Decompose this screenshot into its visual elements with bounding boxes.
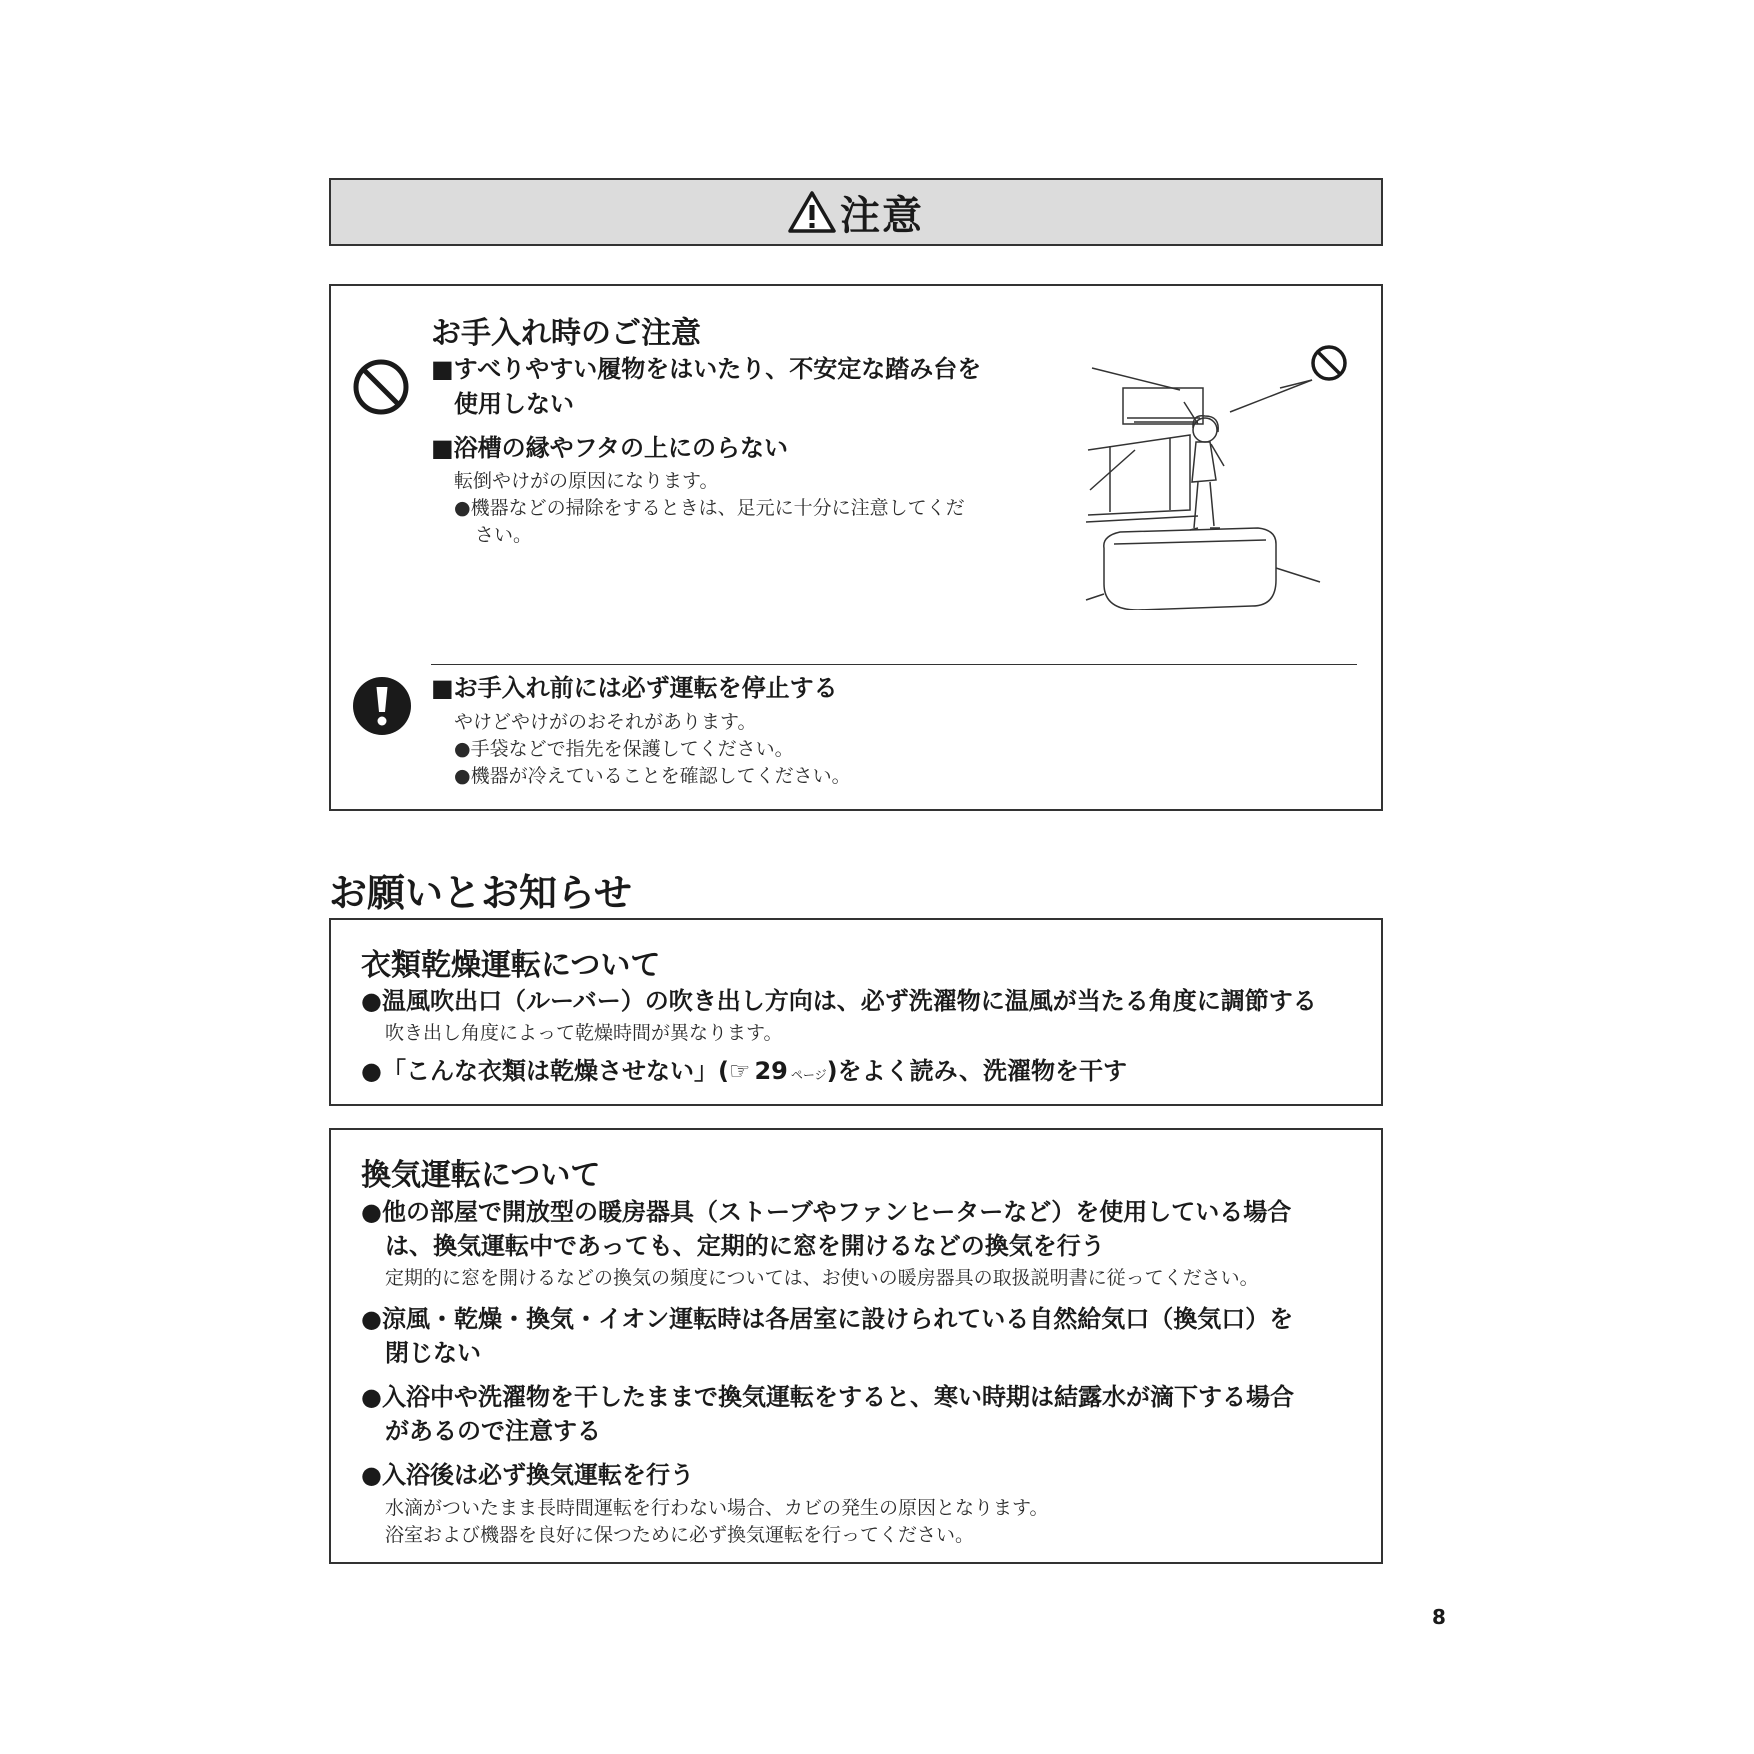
drying-title: 衣類乾燥運転について <box>361 948 661 983</box>
ventilation-item-3-line-2: があるので注意する <box>385 1417 601 1445</box>
ventilation-title: 換気運転について <box>361 1158 601 1193</box>
ventilation-item-1-line-1: ●他の部屋で開放型の暖房器具（ストーブやファンヒーターなど）を使用している場合 <box>361 1198 1292 1226</box>
ventilation-note-4-line-1: 水滴がついたまま長時間運転を行わない場合、カビの発生の原因となります。 <box>385 1497 1049 1519</box>
mandatory-action-icon <box>352 676 412 736</box>
requests-heading: お願いとお知らせ <box>329 871 632 915</box>
drying-item-1: ●温風吹出口（ルーバー）の吹き出し方向は、必ず洗濯物に温風が当たる角度に調節する <box>361 987 1317 1015</box>
caution-banner <box>329 178 1383 246</box>
care-note-3: やけどやけがのおそれがあります。 <box>454 711 757 733</box>
ventilation-note-4-line-2: 浴室および機器を良好に保つために必ず換気運転を行ってください。 <box>385 1524 975 1546</box>
care-heading: お手入れ時のご注意 <box>431 316 701 351</box>
ventilation-item-2-line-1: ●涼風・乾燥・換気・イオン運転時は各居室に設けられている自然給気口（換気口）を <box>361 1305 1294 1333</box>
care-item-3: ■お手入れ前には必ず運転を停止する <box>431 674 838 702</box>
ventilation-item-4: ●入浴後は必ず換気運転を行う <box>361 1461 694 1489</box>
page-number: 8 <box>1432 1605 1446 1629</box>
care-divider <box>431 664 1357 665</box>
banner-title: 注意 <box>840 192 924 239</box>
reference-page-number: 29 <box>754 1057 788 1085</box>
care-bullet-3a: ●手袋などで指先を保護してください。 <box>454 738 794 760</box>
care-item-1-line-1: ■すべりやすい履物をはいたり、不安定な踏み台を <box>431 355 982 383</box>
ventilation-note-1: 定期的に窓を開けるなどの換気の頻度については、お使いの暖房器具の取扱説明書に従ってください。 <box>385 1267 1259 1289</box>
ventilation-item-3-line-1: ●入浴中や洗濯物を干したままで換気運転をすると、寒い時期は結露水が滴下する場合 <box>361 1383 1294 1411</box>
reference-page-unit: ページ <box>790 1068 827 1082</box>
care-item-1-line-2: 使用しない <box>454 390 574 418</box>
care-bullet-1-line-1: ●機器などの掃除をするときは、足元に十分に注意してくだ <box>454 497 965 519</box>
drying-item-2-pre: ●「こんな衣類は乾燥させない」( <box>361 1057 729 1085</box>
ventilation-item-1-line-2: は、換気運転中であっても、定期的に窓を開けるなどの換気を行う <box>385 1232 1105 1260</box>
ventilation-item-2-line-2: 閉じない <box>385 1339 481 1367</box>
drying-item-2-post: )をよく読み、洗濯物を干す <box>826 1057 1128 1085</box>
bathroom-illustration <box>1080 340 1360 610</box>
drying-note-1: 吹き出し角度によって乾燥時間が異なります。 <box>385 1022 783 1044</box>
care-bullet-1-line-2: さい。 <box>475 524 533 546</box>
prohibition-icon <box>352 358 410 416</box>
care-bullet-3b: ●機器が冷えていることを確認してください。 <box>454 765 851 787</box>
care-item-2: ■浴槽の縁やフタの上にのらない <box>431 434 788 462</box>
care-note-1: 転倒やけがの原因になります。 <box>454 470 719 492</box>
warning-triangle-icon <box>788 190 836 234</box>
drying-item-2 <box>361 1054 1127 1093</box>
reference-hand-icon: ☞ <box>728 1057 751 1085</box>
